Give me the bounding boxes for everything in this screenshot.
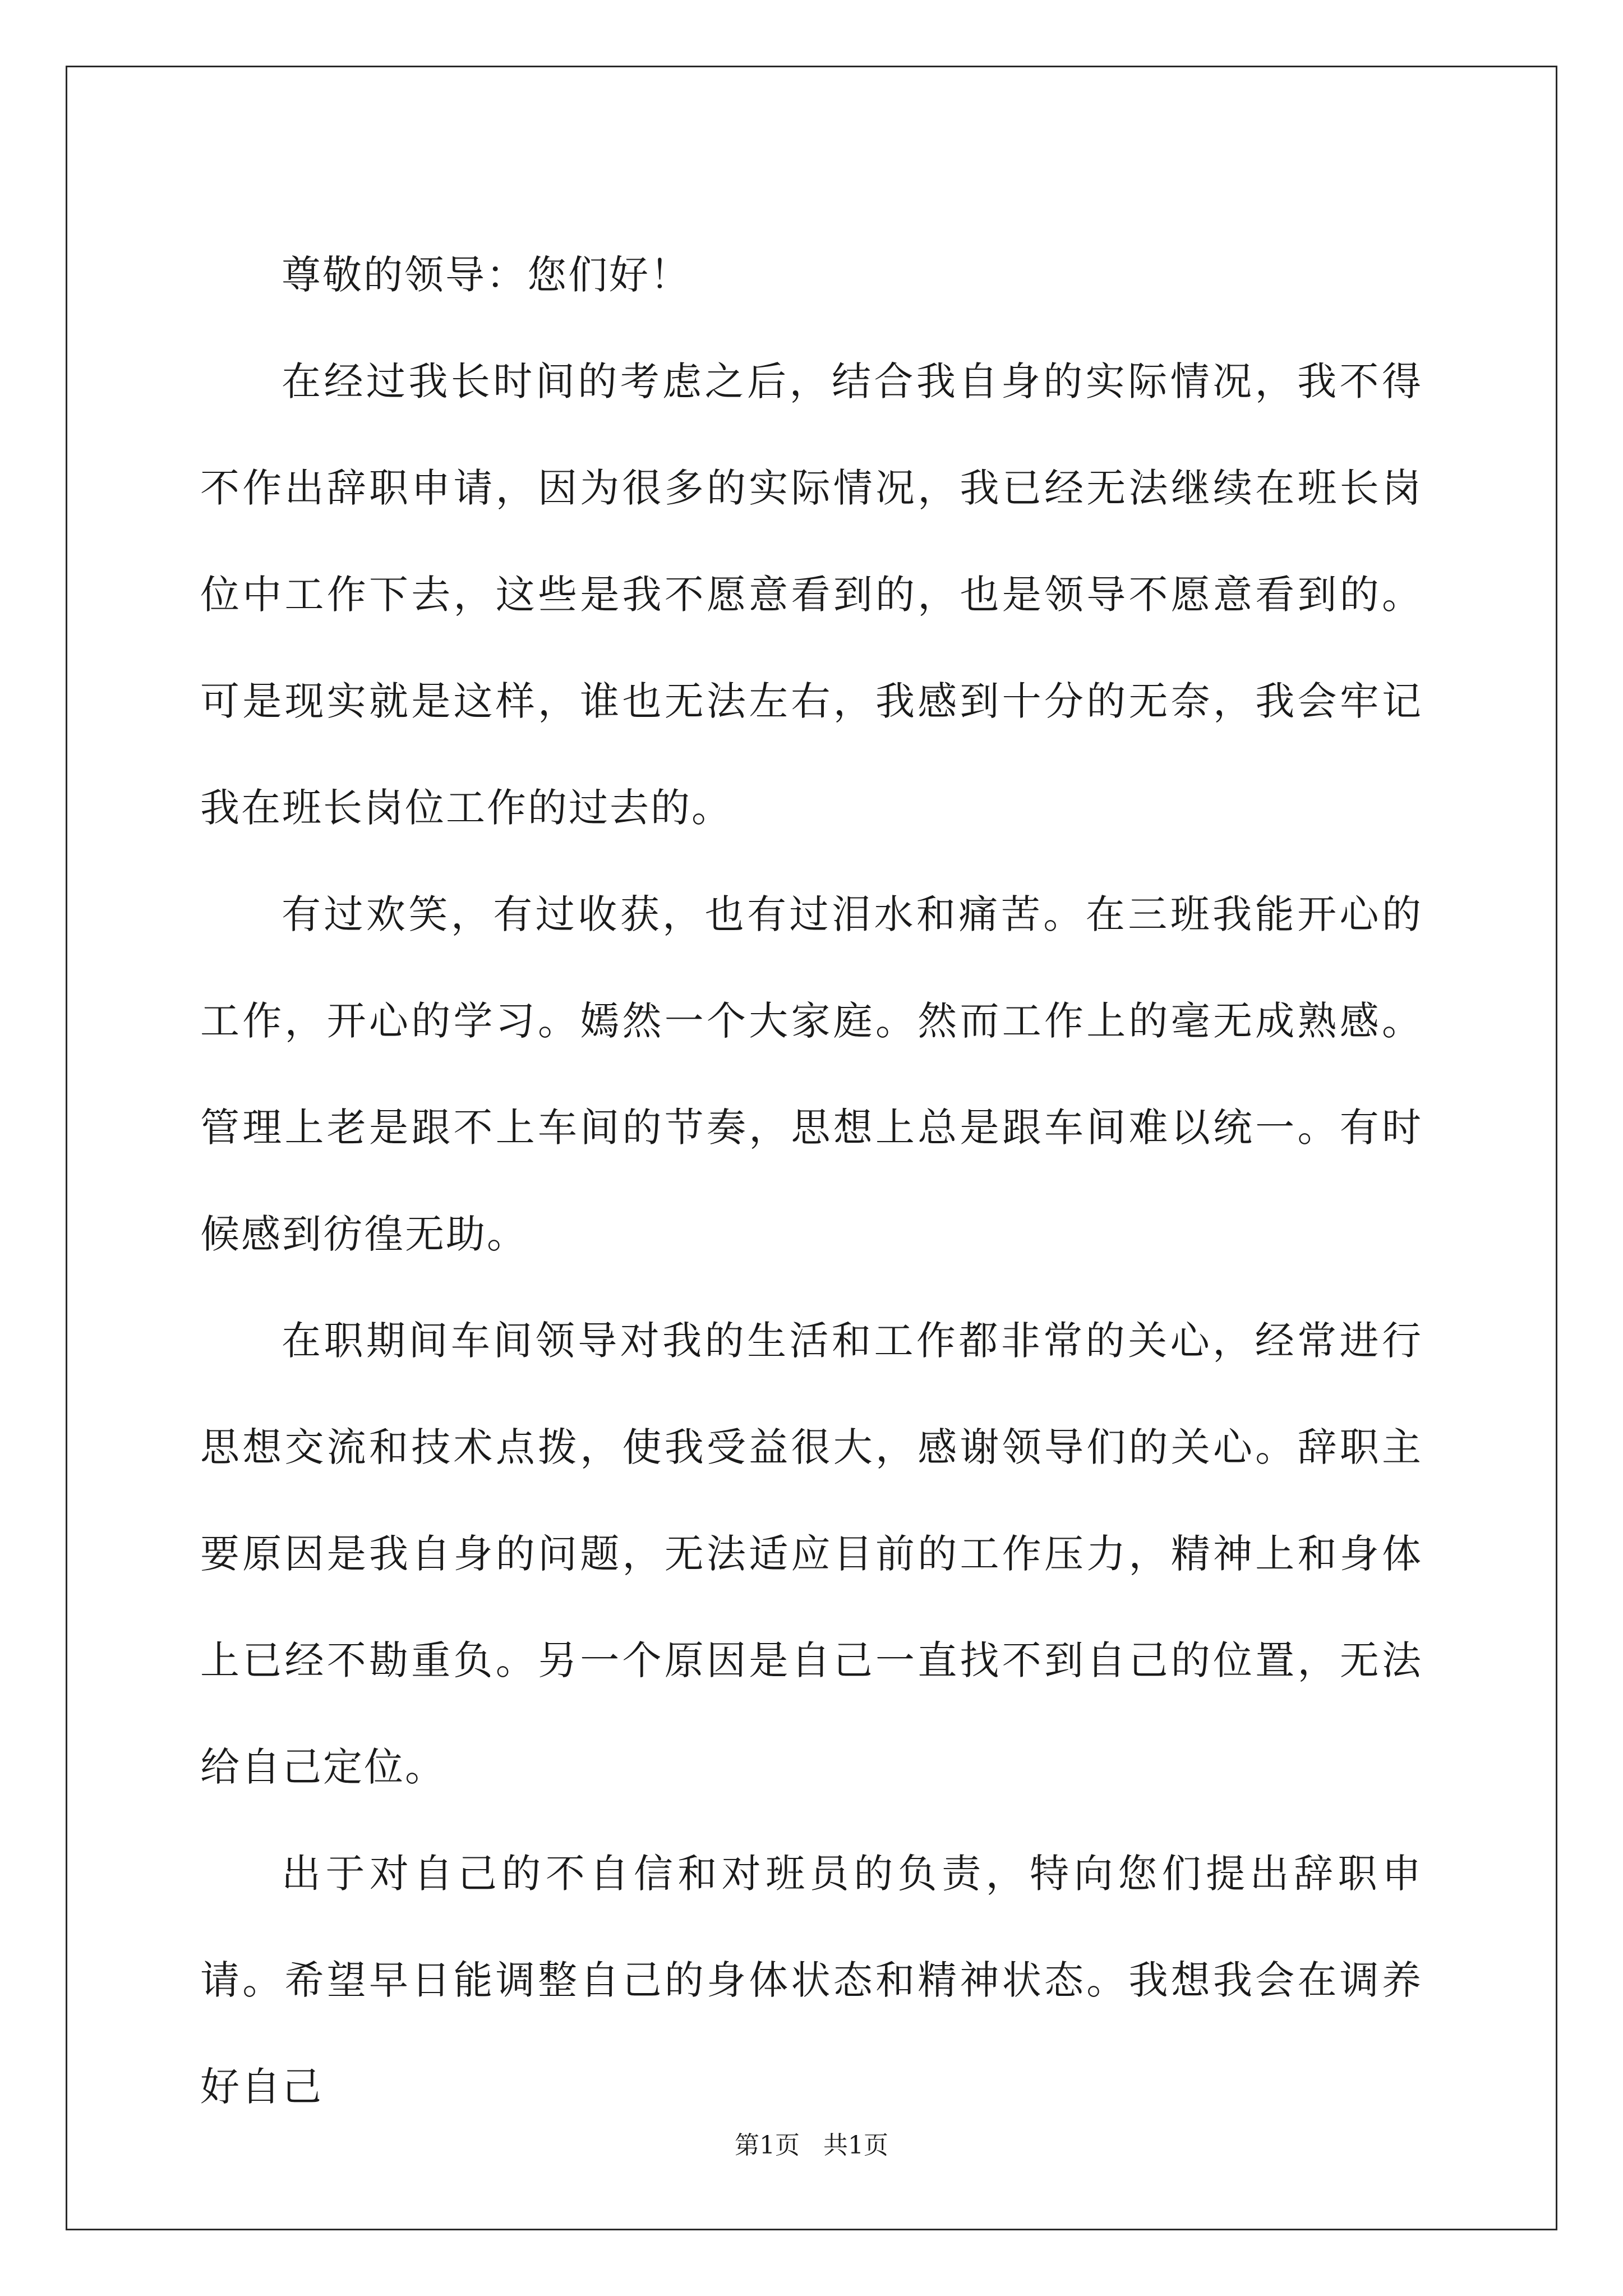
body-paragraph: 出于对自己的不自信和对班员的负责，特向您们提出辞职申请。希望早日能调整自己的身体状态和精神状态。我想我会在调养好自己: [200, 1851, 1423, 2110]
body-paragraph: 有过欢笑，有过收获，也有过泪水和痛苦。在三班我能开心的工作，开心的学习。嫣然一个大家庭。然而工作上的毫无成熟感。管理上老是跟不上车间的节奏，思想上总是跟车间难以统一。有时候感到彷徨无助。: [200, 891, 1423, 1257]
page-number-footer: 第1页 共1页: [735, 2131, 888, 2160]
body-paragraph: 在职期间车间领导对我的生活和工作都非常的关心，经常进行思想交流和技术点拨，使我受益很大，感谢领导们的关心。辞职主要原因是我自身的问题，无法适应目前的工作压力，精神上和身体上已经不勘重负。另一个原因是自己一直找不到自己的位置，无法给自己定位。: [200, 1318, 1423, 1790]
body-paragraph: 在经过我长时间的考虑之后，结合我自身的实际情况，我不得不作出辞职申请，因为很多的实际情况，我已经无法继续在班长岗位中工作下去，这些是我不愿意看到的，也是领导不愿意看到的。可是现实就是这样，谁也无法左右，我感到十分的无奈，我会牢记我在班长岗位工作的过去的。: [200, 358, 1423, 831]
document-body: [200, 222, 1423, 2140]
salutation-paragraph: 尊敬的领导：您们好！: [282, 252, 691, 298]
